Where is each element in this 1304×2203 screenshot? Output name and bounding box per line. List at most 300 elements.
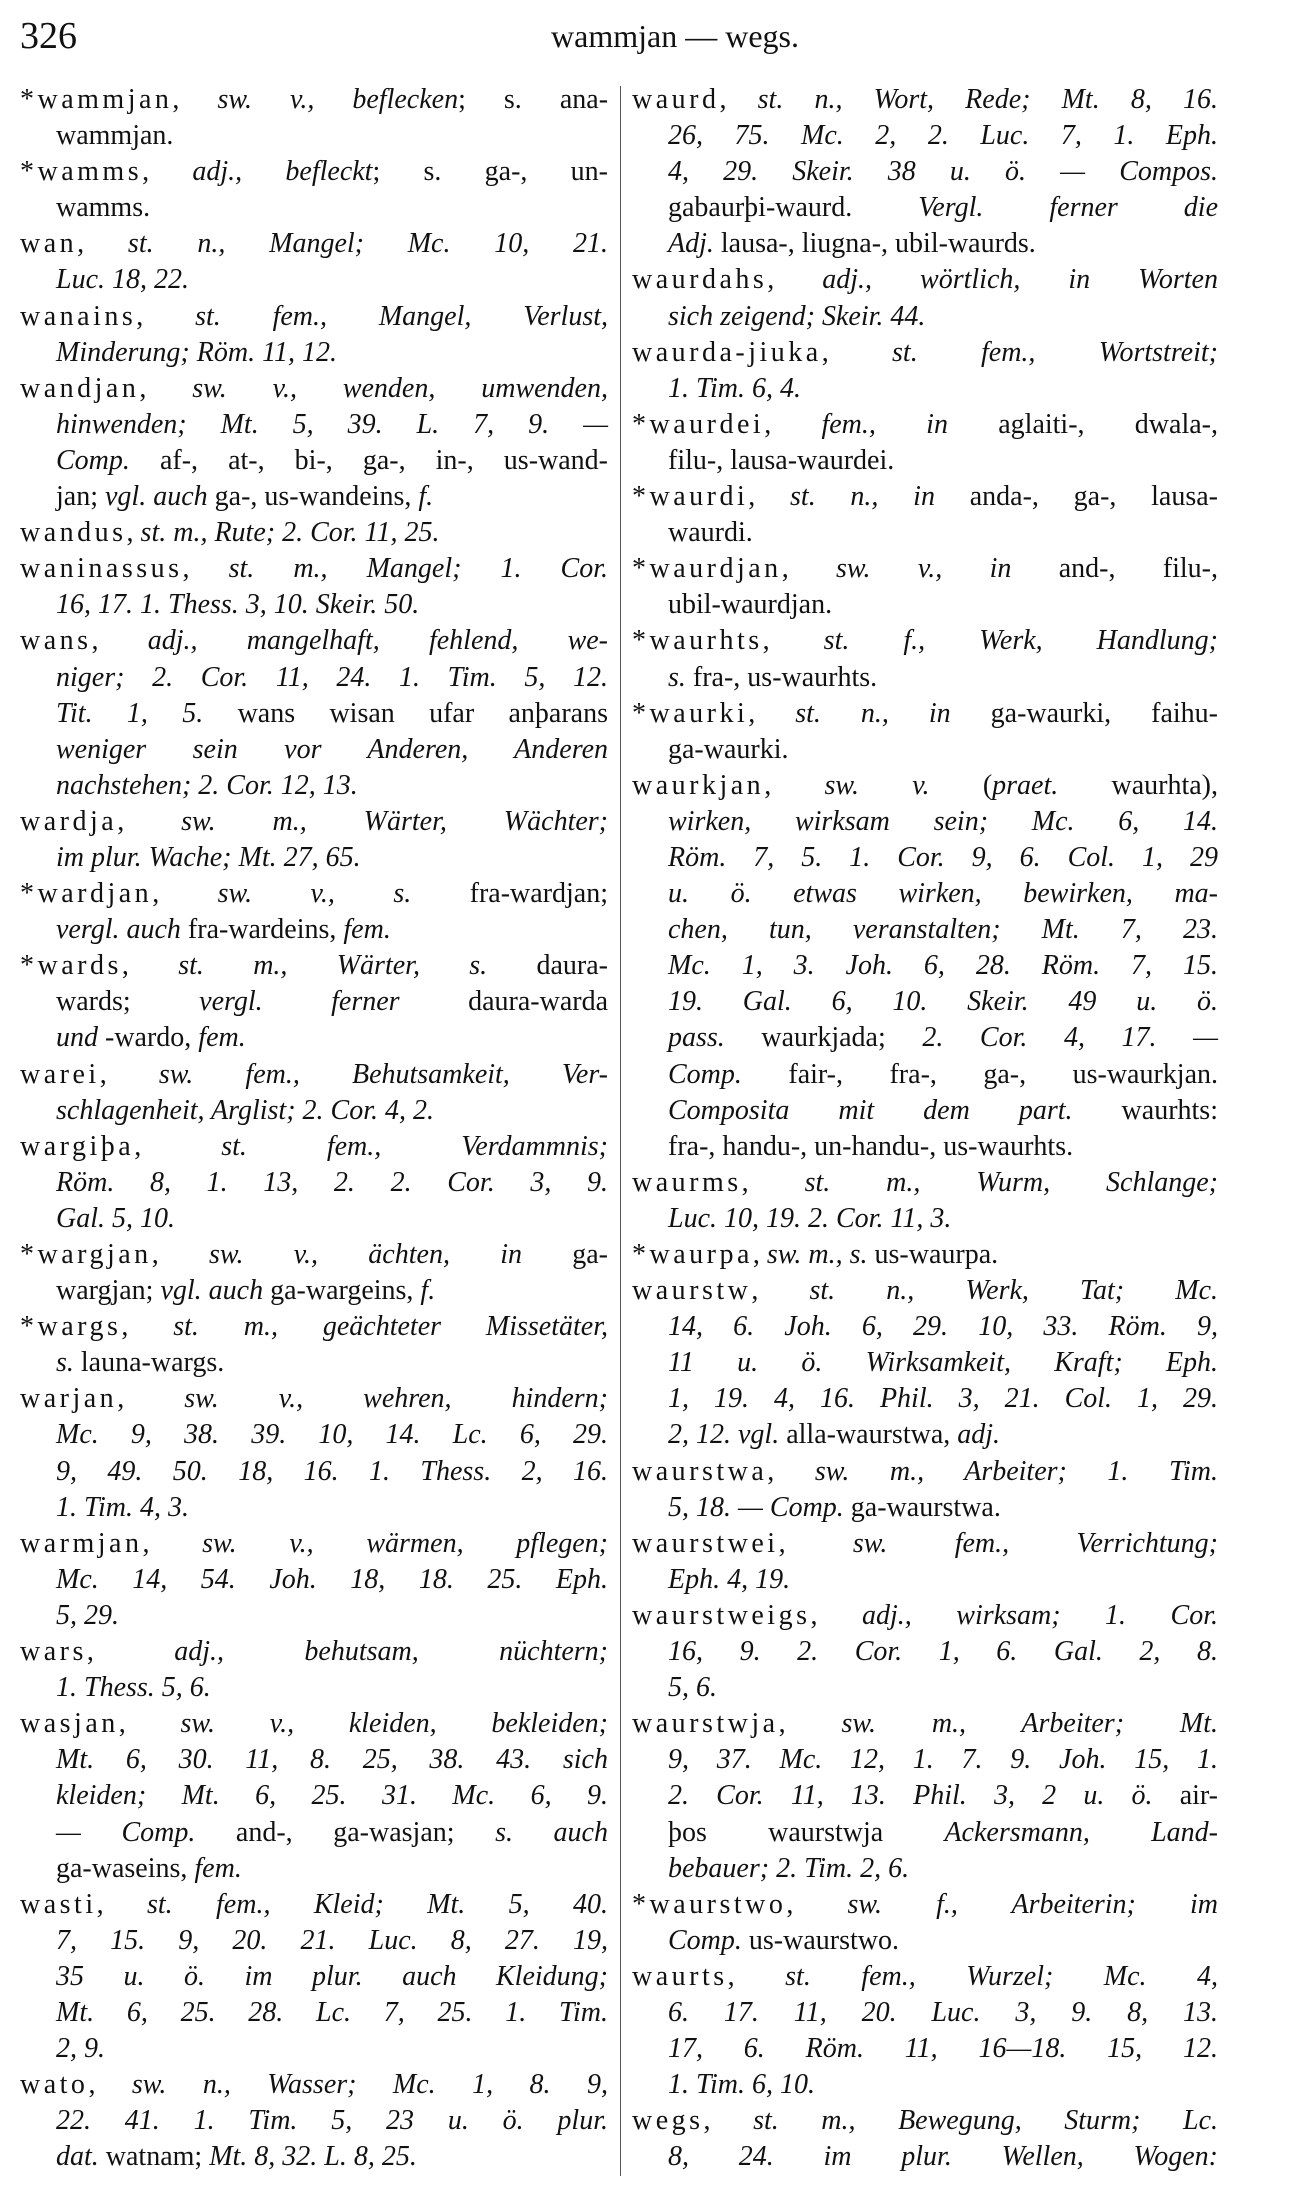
roman-text: ,: [762, 625, 824, 657]
entry-head-line: [20, 82, 608, 118]
italic-text: fem.: [198, 1022, 246, 1054]
headword: warei: [20, 1058, 100, 1090]
italic-text: adj.: [957, 1419, 1001, 1451]
entry-head-line: [20, 623, 608, 659]
roman-text: ,: [182, 553, 229, 585]
roman-text: wards;: [56, 986, 200, 1018]
headword: *waurdjan: [632, 553, 782, 585]
roman-text: ,: [778, 1527, 853, 1559]
dictionary-entry: [20, 1706, 608, 1886]
entry-line: [20, 1273, 608, 1309]
entry-head-line: [632, 1273, 1218, 1309]
italic-text: sw. m., Wärter, Wächter;: [181, 805, 608, 837]
italic-text: sw. f., Arbeiterin; im: [847, 1888, 1218, 1920]
italic-text: Adj.: [668, 228, 714, 260]
entry-head-line: [632, 768, 1218, 804]
entry-line: [632, 1851, 1218, 1887]
roman-text: ,: [99, 1058, 159, 1090]
italic-text: adj., mangelhaft, fehlend, we-: [147, 625, 609, 657]
italic-text: Mt. 8, 32. L. 8, 25.: [209, 2141, 417, 2173]
roman-text: ,: [136, 300, 196, 332]
entry-line: [20, 1923, 608, 1959]
entry-head-line: [20, 1237, 608, 1273]
roman-text: ,: [152, 878, 218, 910]
dictionary-entry: [20, 226, 608, 298]
italic-text: s.: [668, 661, 686, 693]
entry-head-line: [632, 82, 1218, 118]
dictionary-entry: [20, 82, 608, 154]
italic-text: Röm. 8, 1. 13, 2. 2. Cor. 3, 9.: [56, 1166, 608, 1198]
roman-text: launa-wargs.: [73, 1347, 225, 1379]
roman-text: ,: [118, 1708, 181, 1740]
roman-text: af-, at-, bi-, ga-, in-, us-wand-: [129, 444, 608, 476]
entry-head-line: [632, 335, 1218, 371]
dictionary-entry: [632, 2103, 1218, 2175]
italic-text: sw. v., in: [836, 553, 1012, 585]
italic-text: sw. fem., Behutsamkeit, Ver-: [158, 1058, 609, 1090]
roman-text: ga-waurki, faihu-: [950, 697, 1218, 729]
italic-text: Luc. 18, 22.: [56, 264, 189, 296]
headword: warmjan: [20, 1527, 143, 1559]
roman-text: air-: [1152, 1780, 1218, 1812]
headword: *wamms: [20, 156, 143, 188]
italic-text: f.: [420, 1275, 436, 1307]
entry-line: [20, 912, 608, 948]
italic-text: s. auch: [495, 1816, 608, 1848]
italic-text: Minderung; Röm. 11, 12.: [56, 336, 337, 368]
headword: waurd: [632, 84, 720, 115]
italic-text: st. m., Rute; 2. Cor. 11, 25.: [140, 517, 440, 549]
headword: waurstwa: [632, 1455, 768, 1487]
entry-head-line: [20, 804, 608, 840]
italic-text: st. fem., Kleid; Mt. 5, 40.: [146, 1888, 609, 1920]
entry-line: [632, 912, 1218, 948]
dictionary-entry: [632, 262, 1218, 334]
roman-text: waurkjada;: [724, 1022, 923, 1054]
roman-text: fra-wardeins,: [180, 914, 344, 946]
entry-line: [632, 660, 1218, 696]
entry-line: [20, 1851, 608, 1887]
entry-head-line: [20, 1309, 608, 1345]
roman-text: wans wisan ufar anþarans: [203, 697, 609, 729]
column-divider: [620, 86, 621, 2176]
dictionary-entry: [20, 876, 608, 948]
italic-text: wirken, wirksam sein; Mc. 6, 14.: [668, 805, 1218, 837]
entry-head-line: [632, 1165, 1218, 1201]
italic-text: Mt. 6, 25. 28. Lc. 7, 25. 1. Tim.: [56, 1996, 608, 2028]
italic-text: sw. v., kleiden, bekleiden;: [180, 1708, 609, 1740]
dictionary-entry: [632, 1237, 1218, 1273]
roman-text: ; s. ana-: [458, 84, 609, 115]
entry-line: [20, 1201, 608, 1237]
entry-line: [632, 1995, 1218, 2031]
entry-head-line: [632, 623, 1218, 659]
italic-text: vgl. auch: [160, 1275, 264, 1307]
italic-text: st. n., Wort, Rede; Mt. 8, 16.: [757, 84, 1219, 115]
dictionary-entry: [20, 1634, 608, 1706]
roman-text: ga-, us-wandeins,: [207, 481, 419, 513]
dictionary-entry: [20, 2067, 608, 2175]
entry-line: [632, 2067, 1218, 2103]
headword: wato: [20, 2069, 89, 2101]
entry-line: [632, 371, 1218, 407]
italic-text: adj., wörtlich, in Worten: [822, 264, 1218, 296]
roman-text: jan;: [56, 481, 105, 513]
roman-text: ,: [767, 264, 823, 296]
entry-line: [20, 1670, 608, 1706]
headword: wasjan: [20, 1708, 119, 1740]
headword: *wargs: [20, 1311, 122, 1343]
italic-text: 22. 41. 1. Tim. 5, 23 u. ö. plur.: [56, 2105, 608, 2137]
entry-line: [20, 479, 608, 515]
entry-head-line: [20, 515, 608, 551]
italic-text: Mc. 14, 54. Joh. 18, 18. 25. Eph.: [56, 1563, 608, 1595]
entry-line: [632, 840, 1218, 876]
dictionary-entry: [20, 371, 608, 515]
italic-text: 1. Tim. 4, 3.: [56, 1491, 190, 1523]
roman-text: (: [929, 769, 993, 801]
italic-text: 16, 17. 1. Thess. 3, 10. Skeir. 50.: [56, 589, 420, 621]
italic-text: sw. v., wehren, hindern;: [184, 1383, 608, 1415]
entry-line: [632, 515, 1218, 551]
roman-text: waurdi.: [668, 517, 753, 549]
headword: wans: [20, 625, 92, 657]
roman-text: ,: [117, 1383, 185, 1415]
roman-text: ,: [172, 84, 218, 115]
italic-text: sw. m., s.: [766, 1239, 868, 1270]
entry-head-line: [20, 299, 608, 335]
dictionary-entry: [20, 1526, 608, 1634]
roman-text: ,: [703, 2105, 754, 2137]
headword: waurstwja: [632, 1708, 779, 1740]
italic-text: 1. Tim. 6, 10.: [668, 2069, 816, 2101]
entry-line: [20, 1778, 608, 1814]
dictionary-entry: [20, 551, 608, 623]
italic-text: sw. v., beflecken: [217, 84, 459, 115]
dictionary-entry: [20, 1309, 608, 1381]
italic-text: 5, 6.: [668, 1672, 717, 1704]
roman-text: ,: [91, 625, 148, 657]
headword: waurstwei: [632, 1527, 779, 1559]
dictionary-entry: [20, 515, 608, 551]
dictionary-entry: [20, 1381, 608, 1525]
italic-text: 6. 17. 11, 20. Luc. 3, 9. 8, 13.: [668, 1996, 1218, 2028]
roman-text: ,: [786, 1888, 848, 1920]
entry-line: [632, 1923, 1218, 1959]
italic-text: Luc. 10, 19. 2. Cor. 11, 3.: [668, 1202, 952, 1234]
headword: wegs: [632, 2105, 704, 2137]
roman-text: ,: [139, 372, 193, 404]
italic-text: vergl. ferner: [199, 986, 400, 1018]
entry-line: [632, 1093, 1218, 1129]
entry-head-line: [20, 1526, 608, 1562]
italic-text: vergl. auch: [56, 914, 181, 946]
italic-text: 5, 29.: [56, 1599, 119, 1631]
italic-text: sw. n., Wasser; Mc. 1, 8. 9,: [131, 2069, 608, 2101]
entry-line: [632, 1670, 1218, 1706]
italic-text: Comp.: [56, 444, 130, 476]
italic-text: u. ö. etwas wirken, bewirken, ma-: [668, 878, 1218, 910]
headword: *waurpa: [632, 1239, 753, 1270]
entry-head-line: [20, 1706, 608, 1742]
entry-line: [20, 1959, 608, 1995]
italic-text: Mc. 1, 3. Joh. 6, 28. Röm. 7, 15.: [668, 950, 1218, 982]
entry-line: [20, 118, 608, 154]
entry-head-line: [20, 876, 608, 912]
roman-text: wamms.: [56, 192, 151, 224]
entry-line: [632, 118, 1218, 154]
dictionary-entry: [632, 623, 1218, 695]
roman-text: ,: [781, 553, 837, 585]
italic-text: adj., behutsam, nüchtern;: [174, 1636, 608, 1668]
dictionary-entry: [20, 948, 608, 1056]
italic-text: 26, 75. Mc. 2, 2. Luc. 7, 1. Eph.: [668, 120, 1218, 152]
entry-line: [20, 660, 608, 696]
roman-text: ,: [764, 408, 822, 440]
entry-head-line: [632, 479, 1218, 515]
italic-text: Röm. 7, 5. 1. Cor. 9, 6. Col. 1, 29: [668, 841, 1218, 873]
roman-text: ,: [719, 84, 758, 115]
italic-text: st. fem., Mangel, Verlust,: [195, 300, 608, 332]
roman-text: ubil-waurdjan.: [668, 589, 833, 621]
roman-text: wammjan.: [56, 120, 174, 152]
entry-line: [632, 732, 1218, 768]
entry-line: [20, 1417, 608, 1453]
roman-text: ,: [142, 1527, 203, 1559]
entry-line: [20, 2139, 608, 2175]
entry-line: [632, 984, 1218, 1020]
entry-head-line: [632, 2103, 1218, 2139]
italic-text: praet.: [992, 769, 1059, 801]
dictionary-entry: [632, 696, 1218, 768]
italic-text: fem., in: [821, 408, 948, 440]
dictionary-entry: [20, 1237, 608, 1309]
italic-text: st. m., Mangel; 1. Cor.: [228, 553, 608, 585]
entry-line: [20, 1742, 608, 1778]
italic-text: 1. Thess. 5, 6.: [56, 1672, 211, 1704]
headword: *wardjan: [20, 878, 153, 910]
dictionary-entry: [20, 1057, 608, 1129]
italic-text: 17, 6. Röm. 11, 16—18. 15, 12.: [668, 2033, 1218, 2065]
italic-text: chen, tun, veranstalten; Mt. 7, 23.: [668, 914, 1218, 946]
italic-text: 8, 24. im plur. Wellen, Wogen:: [668, 2141, 1218, 2173]
italic-text: st. m., Wärter, s.: [178, 950, 488, 982]
headword: *wards: [20, 950, 122, 982]
roman-text: ,: [96, 1888, 147, 1920]
italic-text: 2, 12. vgl.: [668, 1419, 780, 1451]
italic-text: st. f., Werk, Handlung;: [823, 625, 1218, 657]
entry-line: [632, 1634, 1218, 1670]
roman-text: þos waurstwja: [668, 1816, 945, 1848]
entry-head-line: [20, 948, 608, 984]
roman-text: anda-, ga-, lausa-: [934, 481, 1218, 513]
italic-text: sw. v., ächten, in: [208, 1239, 522, 1270]
italic-text: Mc. 9, 38. 39. 10, 14. Lc. 6, 29.: [56, 1419, 608, 1451]
entry-head-line: [632, 551, 1218, 587]
headword: waurdahs: [632, 264, 768, 296]
entry-head-line: [632, 1454, 1218, 1490]
italic-text: sich zeigend; Skeir. 44.: [668, 300, 926, 332]
entry-line: [632, 1490, 1218, 1526]
entry-line: [20, 335, 608, 371]
roman-text: ; s. ga-, un-: [372, 156, 608, 188]
italic-text: Composita mit dem part.: [668, 1094, 1073, 1126]
roman-text: ,: [821, 336, 893, 368]
roman-text: ga-wargeins,: [263, 1275, 421, 1307]
italic-text: adj., befleckt: [192, 156, 373, 188]
dictionary-entry: [632, 407, 1218, 479]
entry-line: [20, 443, 608, 479]
italic-text: 19. Gal. 6, 10. Skeir. 49 u. ö.: [668, 986, 1218, 1018]
headword: waurkjan: [632, 769, 765, 801]
dictionary-entry: [632, 1598, 1218, 1706]
dictionary-entry: [632, 1165, 1218, 1237]
entry-line: [20, 1490, 608, 1526]
entry-line: [632, 226, 1218, 262]
italic-text: Comp.: [668, 1924, 742, 1956]
roman-text: waurhta),: [1058, 769, 1219, 801]
italic-text: 11 u. ö. Wirksamkeit, Kraft; Eph.: [668, 1347, 1218, 1379]
entry-line: [632, 1778, 1218, 1814]
dictionary-entry: [20, 1129, 608, 1237]
entry-head-line: [632, 407, 1218, 443]
italic-text: 4, 29. Skeir. 38 u. ö. — Compos.: [668, 156, 1218, 188]
dictionary-entry: [20, 1887, 608, 2067]
italic-text: 9, 37. Mc. 12, 1. 7. 9. Joh. 15, 1.: [668, 1744, 1218, 1776]
roman-text: ,: [86, 1636, 175, 1668]
entry-head-line: [20, 1129, 608, 1165]
headword: waninassus: [20, 553, 183, 585]
entry-line: [632, 190, 1218, 226]
entry-line: [20, 984, 608, 1020]
italic-text: st. fem., Verdammnis;: [221, 1130, 608, 1162]
entry-head-line: [20, 1634, 608, 1670]
entry-head-line: [632, 1237, 1218, 1273]
headword: waurda-jiuka: [632, 336, 822, 368]
entry-line: [632, 1309, 1218, 1345]
entry-line: [632, 804, 1218, 840]
headword: wandjan: [20, 372, 140, 404]
entry-line: [20, 1020, 608, 1056]
entry-head-line: [632, 1598, 1218, 1634]
dictionary-entry: [20, 804, 608, 876]
roman-text: ga-: [521, 1239, 608, 1270]
entry-head-line: [20, 1381, 608, 1417]
headword: *waurhts: [632, 625, 763, 657]
italic-text: 2. Cor. 11, 13. Phil. 3, 2 u. ö.: [668, 1780, 1153, 1812]
italic-text: st. n., Mangel; Mc. 10, 21.: [127, 228, 608, 260]
entry-line: [20, 1995, 608, 2031]
italic-text: — Comp.: [56, 1816, 196, 1848]
headword: waurms: [632, 1166, 742, 1198]
roman-text: ,: [752, 1239, 767, 1270]
italic-text: sw. m., Arbeiter; 1. Tim.: [814, 1455, 1219, 1487]
roman-text: ,: [121, 950, 179, 982]
headword: wanains: [20, 300, 137, 332]
italic-text: pass.: [668, 1022, 725, 1054]
dictionary-entry: [632, 1273, 1218, 1453]
italic-text: st. n., in: [795, 697, 951, 729]
entry-line: [632, 299, 1218, 335]
entry-line: [632, 1129, 1218, 1165]
entry-head-line: [20, 226, 608, 262]
roman-text: us-waurpa.: [867, 1239, 999, 1270]
entry-line: [20, 840, 608, 876]
italic-text: 16, 9. 2. Cor. 1, 6. Gal. 2, 8.: [668, 1636, 1218, 1668]
entry-line: [632, 587, 1218, 623]
italic-text: fem.: [194, 1852, 242, 1884]
italic-text: st. m., Bewegung, Sturm; Lc.: [753, 2105, 1218, 2137]
entry-line: [20, 190, 608, 226]
italic-text: kleiden; Mt. 6, 25. 31. Mc. 6, 9.: [56, 1780, 608, 1812]
italic-text: Comp.: [668, 1058, 742, 1090]
headword: waurstweigs: [632, 1599, 811, 1631]
italic-text: st. fem., Wurzel; Mc. 4,: [785, 1960, 1218, 1992]
entry-head-line: [632, 696, 1218, 732]
italic-text: dat.: [56, 2141, 99, 2173]
italic-text: Eph. 4, 19.: [668, 1563, 791, 1595]
roman-text: waurhts:: [1072, 1094, 1218, 1126]
roman-text: and-, ga-wasjan;: [195, 1816, 496, 1848]
italic-text: 5, 18. — Comp.: [668, 1491, 844, 1523]
entry-line: [20, 587, 608, 623]
italic-text: niger; 2. Cor. 11, 24. 1. Tim. 5, 12.: [56, 661, 608, 693]
entry-line: [632, 1815, 1218, 1851]
roman-text: ,: [142, 156, 193, 188]
italic-text: sw. m., Arbeiter; Mt.: [841, 1708, 1219, 1740]
entry-line: [20, 768, 608, 804]
dictionary-entry: [20, 154, 608, 226]
italic-text: st. n., Werk, Tat; Mc.: [809, 1275, 1219, 1307]
roman-text: ga-waurki.: [668, 733, 789, 765]
dictionary-entry: [632, 1959, 1218, 2103]
entry-line: [20, 1562, 608, 1598]
roman-text: aglaiti-, dwala-,: [947, 408, 1218, 440]
entry-line: [20, 2031, 608, 2067]
entry-line: [632, 1562, 1218, 1598]
roman-text: ,: [727, 1960, 786, 1992]
dictionary-entry: [632, 1706, 1218, 1886]
italic-text: vgl. auch: [105, 481, 208, 513]
right-column: [632, 82, 1218, 2175]
headword: *waurdei: [632, 408, 765, 440]
entry-line: [632, 1345, 1218, 1381]
entry-line: [632, 154, 1218, 190]
roman-text: ,: [764, 769, 825, 801]
italic-text: 7, 15. 9, 20. 21. Luc. 8, 27. 19,: [56, 1924, 608, 1956]
roman-text: fair-, fra-, ga-, us-waurkjan.: [741, 1058, 1218, 1090]
entry-head-line: [632, 262, 1218, 298]
entry-line: [632, 2139, 1218, 2175]
entry-line: [632, 1057, 1218, 1093]
dictionary-entry: [632, 551, 1218, 623]
roman-text: fra-wardjan;: [411, 878, 609, 910]
italic-text: sw. fem., Verrichtung;: [852, 1527, 1219, 1559]
headword: warjan: [20, 1383, 118, 1415]
roman-text: ,: [126, 517, 141, 549]
roman-text: ,: [117, 805, 182, 837]
dictionary-entry: [632, 1887, 1218, 1959]
entry-head-line: [20, 551, 608, 587]
dictionary-entry: [632, 82, 1218, 262]
entry-head-line: [20, 1057, 608, 1093]
roman-text: watnam;: [98, 2141, 210, 2173]
entry-line: [20, 1598, 608, 1634]
italic-text: Mt. 6, 30. 11, 8. 25, 38. 43. sich: [56, 1744, 608, 1776]
italic-text: bebauer; 2. Tim. 2, 6.: [668, 1852, 910, 1884]
entry-line: [632, 948, 1218, 984]
italic-text: weniger sein vor Anderen, Anderen: [56, 733, 608, 765]
